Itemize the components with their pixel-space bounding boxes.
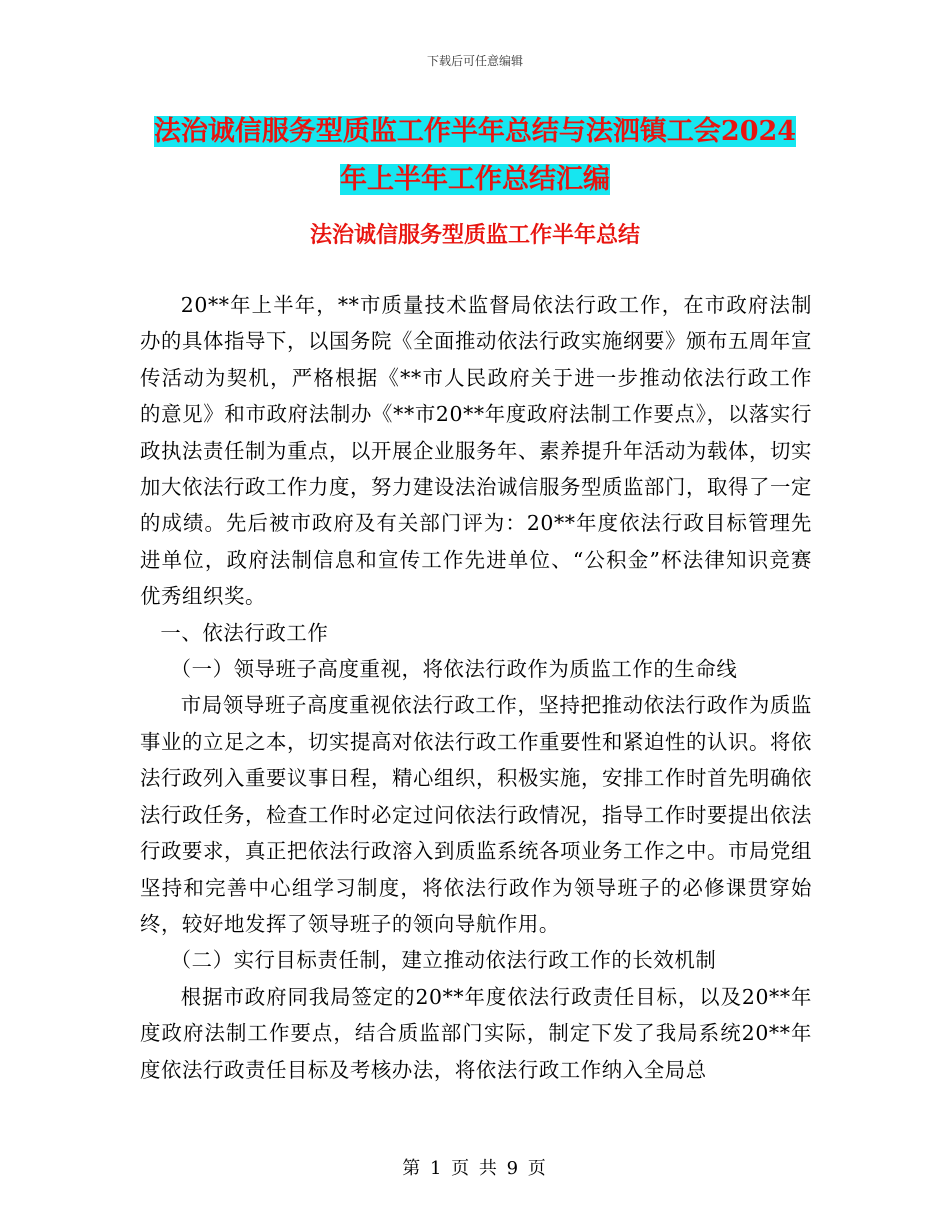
subsection-heading: （二）实行目标责任制，建立推动依法行政工作的长效机制	[170, 948, 717, 973]
paragraph: 根据市政府同我局签定的20**年度依法行政责任目标，以及20**年度政府法制工作要点，结合质监部门实际，制定下发了我局系统20**年度依法行政责任目标及考核办法，将依法行政工作纳入全局总	[140, 984, 812, 1082]
subsection-heading: （一）领导班子高度重视，将依法行政作为质监工作的生命线	[170, 657, 738, 682]
title-line-2: 年上半年工作总结汇编	[340, 164, 610, 195]
paragraph: 20**年上半年，**市质量技术监督局依法行政工作，在市政府法制办的具体指导下，以国务院《全面推动依法行政实施纲要》颁布五周年宣传活动为契机，严格根据《**市人民政府关于进一步推动依法行政工作的意见》和市政府法制办《**市20**年度政府法制工作要点》，以落实行政执法责任制为重点，以开展企业服务年、素养提升年活动为载体，切实加大依法行政工作力度，努力建设法治诚信服务型质监部门，取得了一定的成绩。先后被市政府及有关部门评为：20**年度依法行政目标管理先进单位，政府法制信息和宣传工作先进单位、“公积金”杯法律知识竞赛优秀组织奖。	[140, 293, 812, 609]
paragraph: 市局领导班子高度重视依法行政工作，坚持把推动依法行政作为质监事业的立足之本，切实提高对依法行政工作重要性和紧迫性的认识。将依法行政列入重要议事日程，精心组织，积极实施，安排工作时首先明确依法行政任务，检查工作时必定过问依法行政情况，指导工作时要提出依法行政要求，真正把依法行政溶入到质监系统各项业务工作之中。市局党组坚持和完善中心组学习制度，将依法行政作为领导班子的必修课贯穿始终，较好地发挥了领导班子的领向导航作用。	[140, 693, 812, 936]
document-body	[140, 287, 812, 1088]
section-heading: 一、依法行政工作	[160, 620, 329, 645]
title-line-1: 法治诚信服务型质监工作半年总结与法泗镇工会2024	[153, 116, 797, 147]
page-number: 第 1 页 共 9 页	[402, 1158, 548, 1179]
section-title: 法治诚信服务型质监工作半年总结	[309, 222, 640, 248]
document-title	[130, 108, 820, 204]
page-header-note: 下载后可任意编辑	[426, 54, 523, 68]
